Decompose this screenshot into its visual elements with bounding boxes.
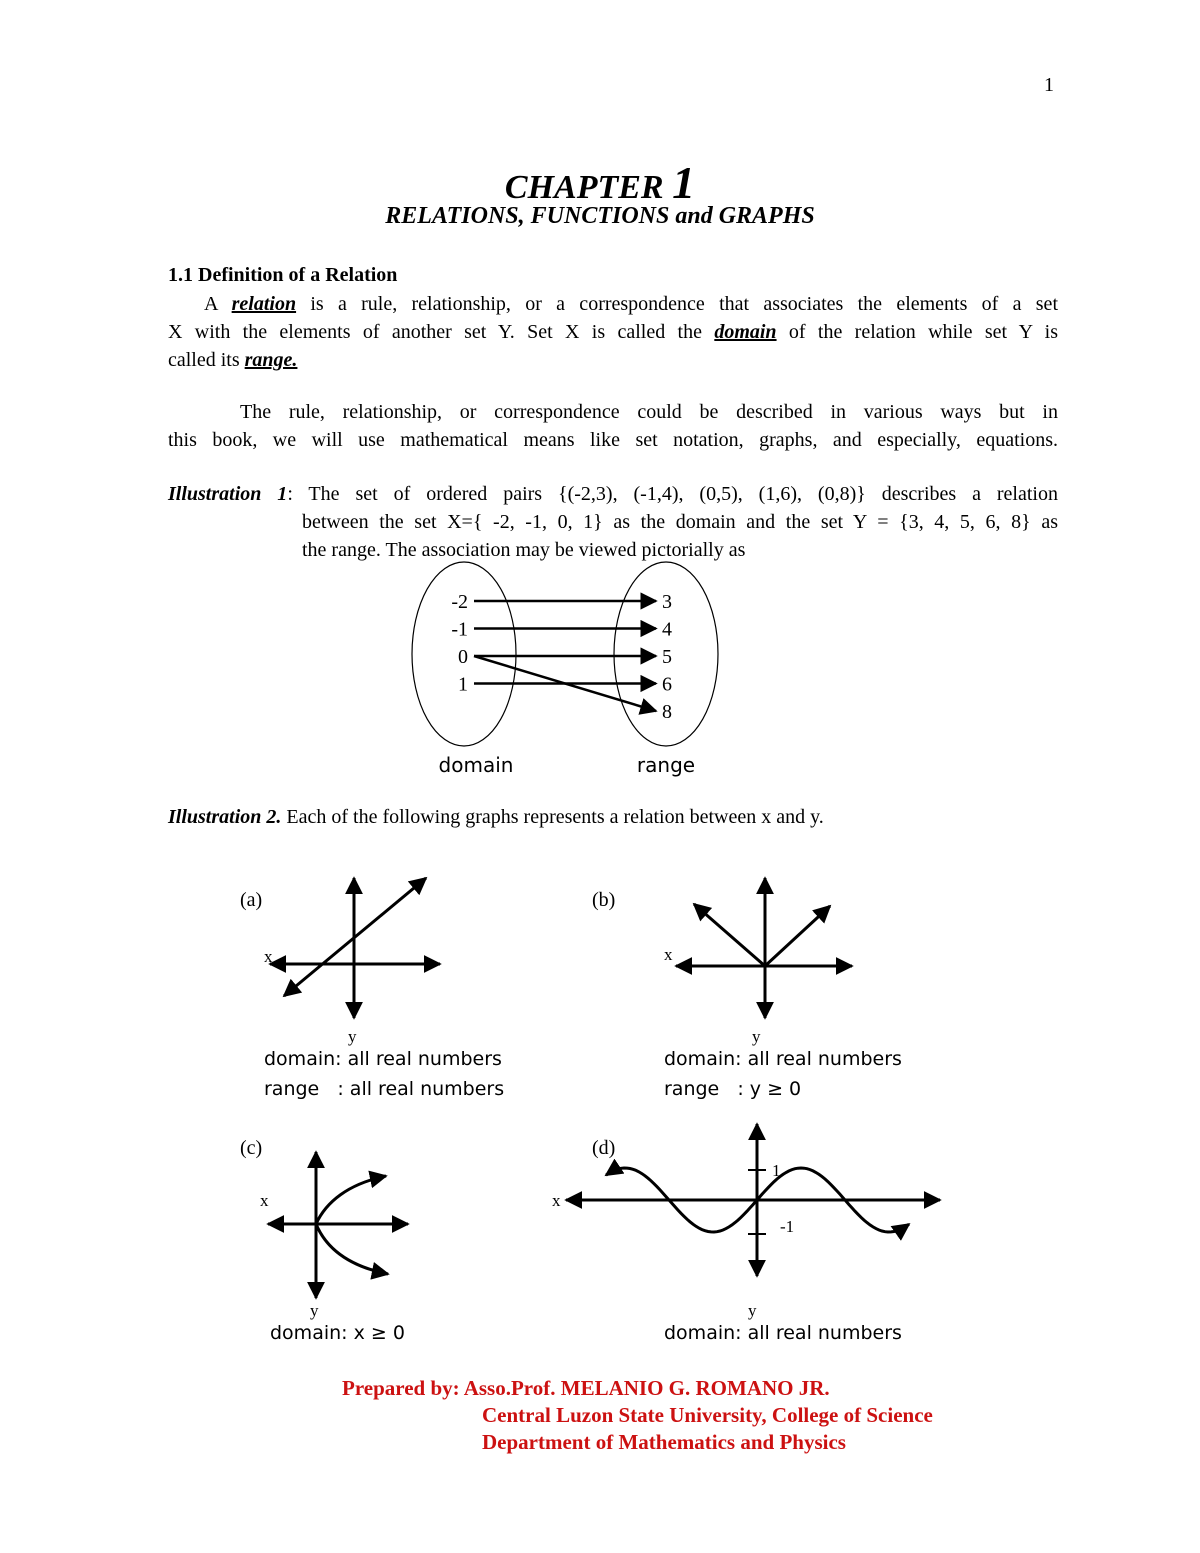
range-value: 8: [662, 701, 672, 723]
graph-d-x-label: x: [552, 1191, 561, 1210]
graph-a-range: range : all real numbers: [264, 1078, 505, 1100]
domain-value: -2: [451, 591, 468, 613]
term-relation: relation: [231, 293, 297, 315]
illustration-1: [168, 480, 1058, 564]
illustration-1-text: : The set of ordered pairs {(-2,3), (-1,4), (0,5), (1,6), (0,8)} describes a relation: [287, 483, 1058, 505]
graph-a-y-label: y: [348, 1027, 357, 1046]
domain-value: -1: [451, 618, 468, 641]
graph-b-range: range : y ≥ 0: [664, 1078, 802, 1100]
illustration-1-line-2: between the set X={ -2, -1, 0, 1} as the domain and the set Y = {3, 4, 5, 6, 8} as: [302, 511, 1058, 533]
term-range: range.: [244, 349, 298, 371]
illustration-2: [168, 806, 824, 829]
chapter-subtitle: RELATIONS, FUNCTIONS and GRAPHS: [385, 203, 815, 229]
mapping-diagram: [380, 560, 760, 790]
paragraph-2-line-2: this book, we will use mathematical means like set notation, graphs, and especially, equations.: [168, 429, 1058, 451]
graph-b-y-label: y: [752, 1027, 761, 1046]
graph-b-left-ray: [694, 904, 765, 966]
footer-university: Central Luzon State University, College of Science: [482, 1403, 933, 1427]
graph-d-domain: domain: all real numbers: [664, 1322, 902, 1344]
graph-a-domain: domain: all real numbers: [264, 1048, 502, 1070]
definition-line-2: [168, 318, 1058, 346]
footer-department: Department of Mathematics and Physics: [482, 1430, 846, 1454]
illustration-1-line-3: the range. The association may be viewed pictorially as: [302, 539, 746, 561]
paragraph-2-line-1: The rule, relationship, or correspondence could be described in various ways but in: [240, 401, 1058, 423]
range-value: 5: [662, 646, 672, 668]
graph-c-label: (c): [240, 1137, 263, 1159]
definition-text: of the relation while set Y is: [788, 321, 1059, 343]
range-value: 6: [662, 673, 672, 696]
graph-b-domain: domain: all real numbers: [664, 1048, 902, 1070]
graph-a-label: (a): [240, 889, 263, 911]
graph-a-x-label: x: [264, 947, 273, 966]
graph-b-label: (b): [592, 889, 616, 911]
graph-c-domain: domain: x ≥ 0: [270, 1322, 405, 1344]
graph-d-tick-neg-1: -1: [780, 1217, 795, 1236]
range-caption: range: [636, 753, 696, 777]
graph-c-upper-branch: [316, 1176, 386, 1224]
section-heading: 1.1 Definition of a Relation: [168, 264, 398, 286]
graph-b: [580, 870, 870, 1050]
graph-c-lower-branch: [316, 1224, 388, 1274]
definition-paragraph: [168, 290, 1058, 374]
range-value: 3: [662, 591, 672, 613]
graph-c: [230, 1132, 430, 1322]
page-number: 1: [1044, 74, 1054, 96]
graph-c-x-label: x: [260, 1191, 269, 1210]
graph-b-x-label: x: [664, 945, 673, 964]
graph-d: [552, 1116, 950, 1322]
illustration-1-label: Illustration 1: [168, 483, 288, 505]
footer-prepared-by: Prepared by: Asso.Prof. MELANIO G. ROMANO JR.: [342, 1376, 830, 1400]
chapter-word: CHAPTER: [504, 169, 664, 206]
graph-d-tick-1: 1: [772, 1161, 781, 1180]
range-value: 4: [662, 618, 672, 641]
illustration-1-line-1: [168, 480, 1058, 508]
graph-b-right-ray: [765, 906, 830, 966]
domain-value: 0: [458, 646, 468, 668]
definition-line-3: [168, 346, 1058, 374]
chapter-title: [0, 156, 1200, 209]
graph-d-label: (d): [592, 1137, 616, 1159]
domain-value: 1: [458, 673, 468, 696]
illustration-2-text: Each of the following graphs represents a relation between x and y.: [281, 806, 824, 828]
term-domain: domain: [714, 321, 777, 343]
illustration-2-label: Illustration 2.: [168, 806, 282, 828]
graph-a: [230, 870, 460, 1050]
definition-text: called its: [168, 349, 240, 371]
paragraph-2: [168, 398, 1058, 454]
domain-caption: domain: [438, 753, 514, 777]
definition-text: A: [204, 293, 218, 315]
definition-text: X with the elements of another set Y. Set X is called the: [168, 321, 702, 343]
definition-text: is a rule, relationship, or a correspondence that associates the elements of a set: [310, 293, 1058, 315]
chapter-number: 1: [672, 157, 696, 208]
graph-d-y-label: y: [748, 1301, 757, 1320]
graph-c-y-label: y: [310, 1301, 319, 1320]
definition-line-1: [168, 290, 1058, 318]
